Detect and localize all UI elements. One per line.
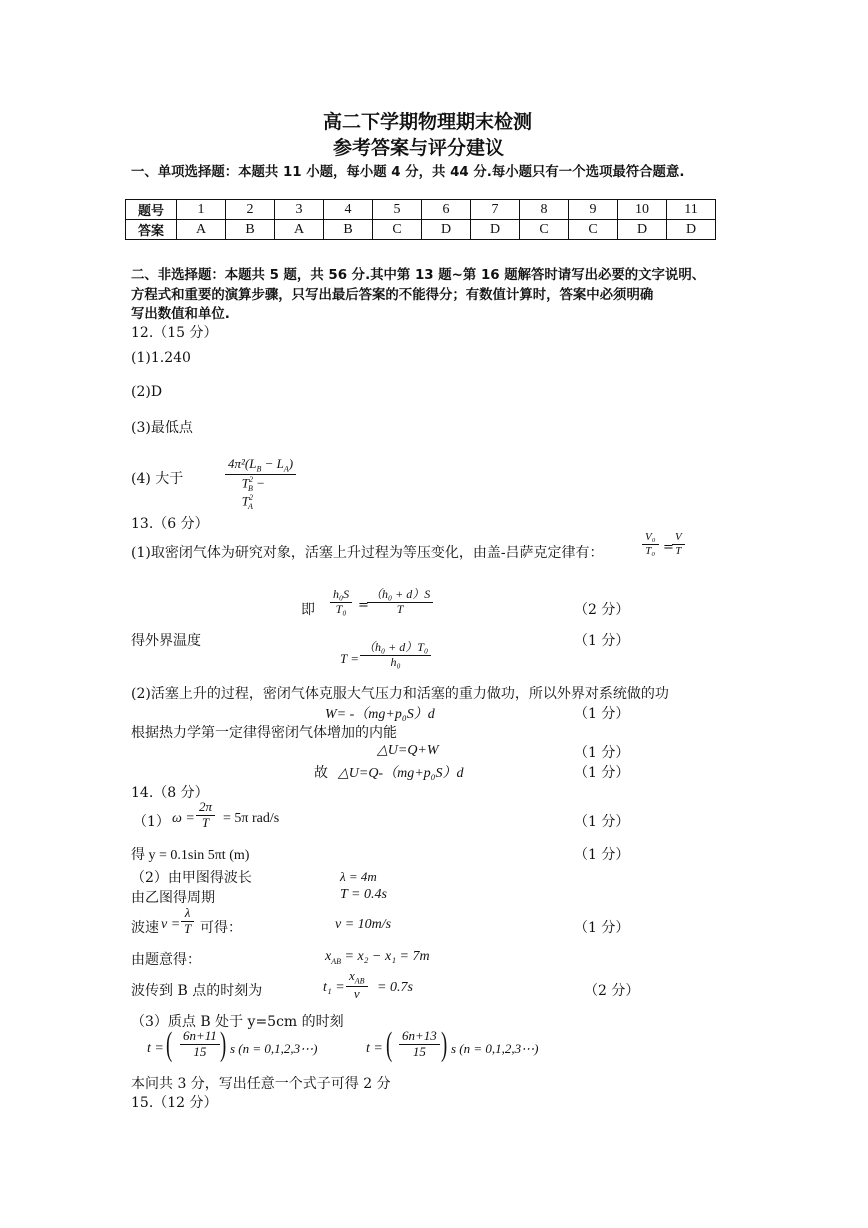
q13-outer-temp-text: 得外界温度 [131, 633, 201, 649]
table-cell: D [618, 220, 667, 240]
score: （1 分） [574, 765, 630, 781]
table-cell: 1 [177, 200, 226, 220]
q13-ji: 即 [301, 602, 315, 618]
q14-lambda: λ = 4m [340, 869, 377, 884]
score: （1 分） [574, 706, 630, 722]
table-cell: 3 [275, 200, 324, 220]
score: （1 分） [574, 814, 630, 830]
table-cell: A [177, 220, 226, 240]
equals-sign: = [358, 598, 369, 613]
q13-gu: 故 [314, 765, 328, 781]
q13-work-equation: W= -（mg+p₀S）d [325, 707, 435, 722]
section2-heading-line2: 方程式和重要的演算步骤，只写出最后答案的不能得分；有数值计算时，答案中必须明确 [131, 288, 654, 303]
answer-table [125, 199, 716, 240]
q13-eq2-left: T = [340, 651, 360, 666]
q14-xab-equation: $x_{AB} = x_2 - x_1 = 7m$ [325, 949, 430, 966]
q12-formula-numerator: $4\pi^2(L_B - L_A)$ [228, 456, 294, 474]
table-cell: 11 [667, 200, 716, 220]
q13-line2: (2)活塞上升的过程，密闭气体克服大气压力和活塞的重力做功，所以外界对系统做的功 [131, 686, 669, 702]
q12-header: 12.（15 分） [131, 325, 218, 341]
table-cell: C [373, 220, 422, 240]
q14-t1-left: t₁ = [323, 980, 345, 995]
table-cell: 5 [373, 200, 422, 220]
q14-t-left-a: t = [147, 1041, 164, 1056]
q14-period-text: 由乙图得周期 [131, 890, 215, 906]
q13-du2-equation: △U=Q-（mg+p₀S）d [338, 766, 464, 781]
q13-eq1-right: （h₀ + d）S T [367, 588, 433, 617]
table-cell: A [275, 220, 324, 240]
section2-heading-line1: 二、非选择题：本题共 5 题，共 56 分.其中第 13 题~第 16 题解答时请写出必要的文字说明、 [131, 268, 706, 283]
table-cell: D [422, 220, 471, 240]
score: （1 分） [574, 633, 630, 649]
q13-law-left: V₀ T₀ [642, 531, 659, 557]
q14-t1-fraction: $x_{AB}$ v [346, 969, 368, 1002]
equals-sign: = [663, 540, 674, 555]
left-paren: ( [166, 1026, 173, 1063]
q12-answer-2: (2)D [131, 384, 163, 400]
section2-heading-line3: 写出数值和单位. [131, 307, 230, 322]
q14-t-left-b: t = [366, 1041, 383, 1056]
table-cell: 6 [422, 200, 471, 220]
table-cell: D [667, 220, 716, 240]
score: （2 分） [574, 602, 630, 618]
q14-header: 14.（8 分） [131, 785, 209, 801]
q14-omega-right: = 5π rad/s [223, 811, 280, 826]
table-cell: 9 [569, 200, 618, 220]
table-cell: C [569, 220, 618, 240]
q13-du-equation: △U=Q+W [377, 743, 439, 758]
q14-t-fraction-b: 6n+13 15 [399, 1029, 440, 1060]
q12-answer-1: (1)1.240 [131, 350, 191, 366]
q14-t1-right: = 0.7s [377, 980, 413, 995]
q14-speed-v: v = [161, 917, 181, 932]
table-cell: D [471, 220, 520, 240]
table-cell: 4 [324, 200, 373, 220]
q14-speed-text-2: 可得： [200, 920, 242, 936]
q14-part2-text: （2）由甲图得波长 [131, 870, 252, 886]
q14-speed-value: v = 10m/s [335, 917, 392, 932]
q14-t-tail-a: s (n = 0,1,2,3⋯) [230, 1041, 318, 1056]
row-label-answer: 答案 [126, 220, 177, 240]
q14-period: T = 0.4s [340, 887, 387, 902]
q13-line3: 根据热力学第一定律得密闭气体增加的内能 [131, 725, 397, 741]
score: （1 分） [574, 920, 630, 936]
q14-note: 本问共 3 分，写出任意一个式子可得 2 分 [131, 1076, 391, 1092]
q12-answer-3: (3)最低点 [131, 420, 193, 436]
q12-formula-denominator: $T^2_B - T^2_A$ [241, 474, 265, 511]
right-paren: ) [220, 1026, 227, 1063]
table-cell: B [226, 220, 275, 240]
q13-header: 13.（6 分） [131, 516, 209, 532]
table-cell: 8 [520, 200, 569, 220]
q14-omega-fraction: 2π T [196, 800, 215, 831]
q14-speed-fraction: λ T [181, 906, 194, 937]
q14-t-fraction-a: 6n+11 15 [180, 1029, 220, 1060]
q13-law-right: V T [672, 531, 685, 557]
left-paren: ( [386, 1026, 393, 1063]
q13-line1: (1)取密闭气体为研究对象，活塞上升过程为等压变化，由盖-吕萨克定律有： [131, 545, 604, 561]
q13-eq2-fraction: （h₀ + d）T₀ h₀ [360, 641, 431, 670]
table-cell: 7 [471, 200, 520, 220]
table-row-answers [126, 220, 716, 240]
score: （1 分） [574, 745, 630, 761]
q14-t-tail-b: s (n = 0,1,2,3⋯) [451, 1041, 539, 1056]
q14-y-equation: 得 y = 0.1sin 5πt (m) [131, 848, 250, 863]
right-paren: ) [441, 1026, 448, 1063]
q15-header: 15.（12 分） [131, 1095, 218, 1111]
q14-omega-left: ω = [172, 811, 195, 826]
q12-formula [225, 457, 296, 511]
q14-part1-label: （1） [133, 814, 170, 830]
q14-speed-text: 波速 [131, 920, 159, 936]
score: （1 分） [574, 847, 630, 863]
q14-t1-text: 波传到 B 点的时刻为 [131, 983, 263, 999]
q14-xab-text: 由题意得： [131, 952, 201, 968]
table-row-numbers [126, 200, 716, 220]
row-label-number: 题号 [126, 200, 177, 220]
q13-eq1-left: h₀S T₀ [330, 588, 352, 617]
table-cell: B [324, 220, 373, 240]
score: （2 分） [584, 983, 640, 999]
table-cell: 10 [618, 200, 667, 220]
q12-answer-4-label: (4) 大于 [131, 471, 184, 487]
table-cell: 2 [226, 200, 275, 220]
page-title: 高二下学期物理期末检测 [323, 111, 533, 133]
q14-part3-text: （3）质点 B 处于 y=5cm 的时刻 [131, 1014, 344, 1030]
section1-heading: 一、单项选择题：本题共 11 小题，每小题 4 分，共 44 分.每小题只有一个选项最符合题意. [131, 165, 685, 180]
page-subtitle: 参考答案与评分建议 [333, 137, 505, 159]
table-cell: C [520, 220, 569, 240]
